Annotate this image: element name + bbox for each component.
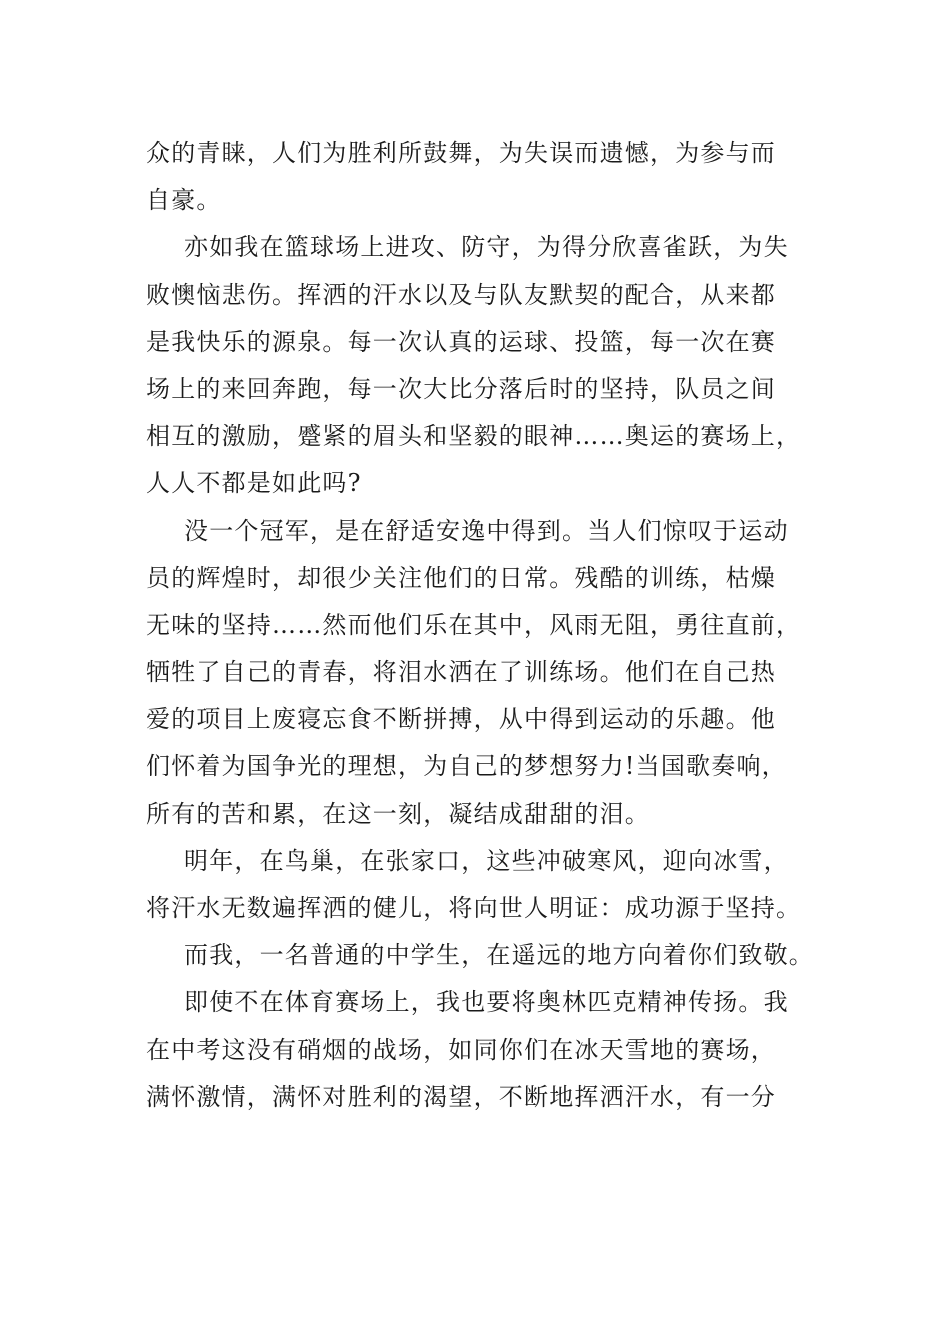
text-line-7: 相互的激励，蹙紧的眉头和坚毅的眼神……奥运的赛场上， <box>146 422 802 451</box>
text-line-2: 自豪。 <box>146 186 222 215</box>
text-line-4: 败懊恼悲伤。挥洒的汗水以及与队友默契的配合，从来都 <box>146 280 776 309</box>
text-line-17: 将汗水无数遍挥洒的健儿，将向世人明证：成功源于坚持。 <box>146 894 802 922</box>
text-line-16: 明年，在鸟巢，在张家口，这些冲破寒风，迎向冰雪， <box>184 846 789 875</box>
text-line-15: 所有的苦和累，在这一刻，凝结成甜甜的泪。 <box>146 799 650 828</box>
text-line-11: 无味的坚持……然而他们乐在其中，风雨无阻，勇往直前， <box>146 610 802 639</box>
text-line-3: 亦如我在篮球场上进攻、防守，为得分欣喜雀跃，为失 <box>184 233 789 262</box>
essay-body <box>146 130 814 1121</box>
text-line-14: 们怀着为国争光的理想，为自己的梦想努力!当国歌奏响， <box>146 752 787 781</box>
text-line-8: 人人不都是如此吗? <box>146 469 362 498</box>
text-line-1: 众的青睐，人们为胜利所鼓舞，为失误而遗憾，为参与而 <box>146 139 776 167</box>
text-line-13: 爱的项目上废寝忘食不断拼搏，从中得到运动的乐趣。他 <box>146 705 776 734</box>
text-line-18: 而我，一名普通的中学生，在遥远的地方向着你们致敬。 <box>184 941 814 970</box>
text-line-9: 没一个冠军，是在舒适安逸中得到。当人们惊叹于运动 <box>184 516 789 545</box>
text-line-19: 即使不在体育赛场上，我也要将奥林匹克精神传扬。我 <box>184 988 789 1017</box>
text-line-20: 在中考这没有硝烟的战场，如同你们在冰天雪地的赛场， <box>146 1035 776 1064</box>
text-line-6: 场上的来回奔跑，每一次大比分落后时的坚持，队员之间 <box>146 374 776 403</box>
text-line-5: 是我快乐的源泉。每一次认真的运球、投篮，每一次在赛 <box>146 327 776 356</box>
text-line-21: 满怀激情，满怀对胜利的渴望，不断地挥洒汗水，有一分 <box>146 1082 776 1111</box>
text-line-10: 员的辉煌时，却很少关注他们的日常。残酷的训练，枯燥 <box>146 563 776 592</box>
text-line-12: 牺牲了自己的青春，将泪水洒在了训练场。他们在自己热 <box>146 658 776 687</box>
